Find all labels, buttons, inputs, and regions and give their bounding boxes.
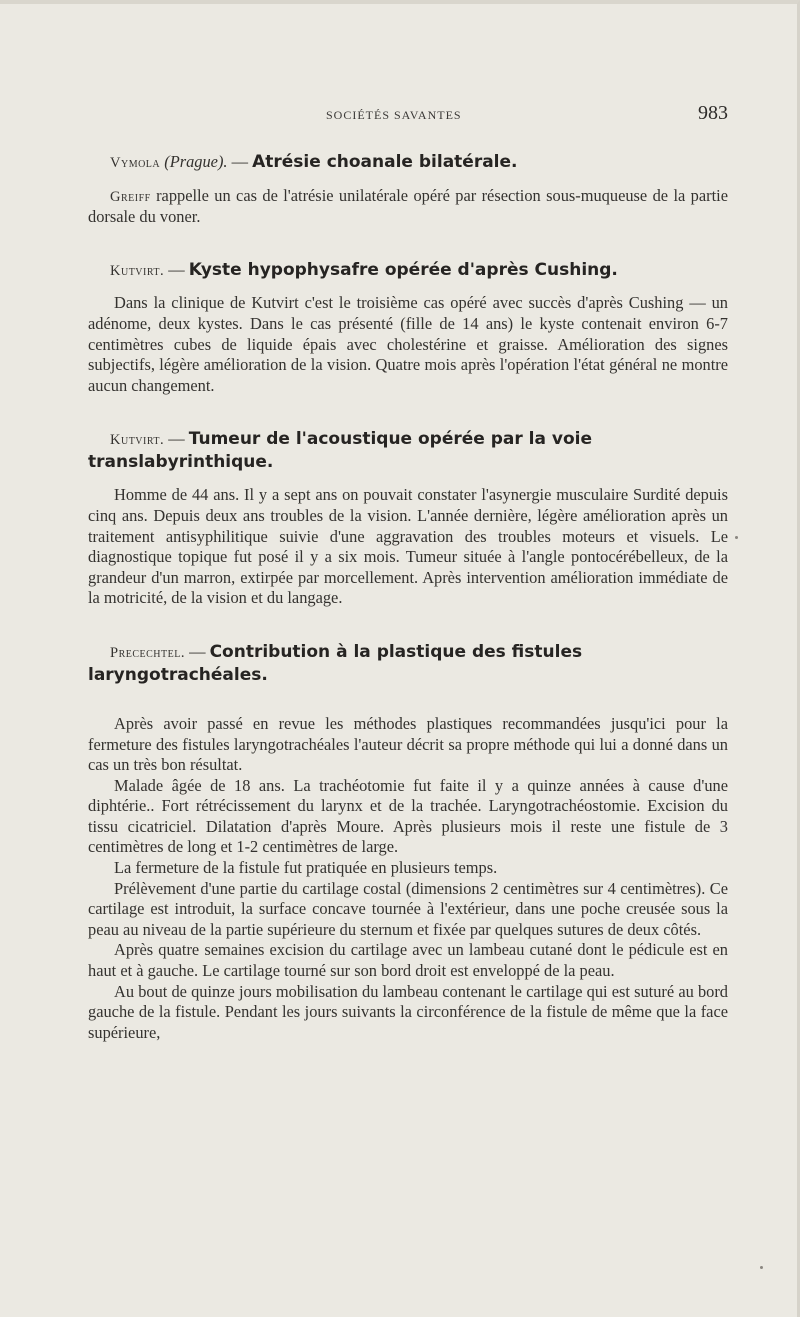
article-title: Tumeur de l'acoustique opérée par la voie translabyrinthique. [88,429,593,473]
paragraph-text: rappelle un cas de l'atrésie unilatérale opéré par résection sous-muqueuse de la partie dorsale du voner. [88,185,728,227]
article-heading [88,152,728,174]
author-name: Kutvirt. [110,432,165,449]
page-number: 983 [698,102,728,124]
article-title: Kyste hypophysafre opérée d'après Cushing. [188,259,618,280]
article-title: Contribution à la plastique des fistules laryngotrachéales. [88,641,583,685]
author-name: Kutvirt. [110,262,165,279]
page-body [88,152,728,1043]
author-city: (Prague). [164,152,228,171]
author-name: Vymola [110,155,161,171]
author-name: Precechtel. [110,644,185,661]
running-title: SOCIÉTÉS SAVANTES [326,108,462,122]
article-paragraph: Dans la clinique de Kutvirt c'est le troisième cas opéré avec succès d'après Cushing — un adénome, deux kystes. Dans le cas présenté (fille de 14 ans) le kyste contenait environ 6-7 centimètres cubes de liquide épais avec cholestérine et graisse. Amélioration des signes subjectifs, légère amélioration de la vision. Quatre mois après l'opération l'état général ne montre aucun changement. [88,293,728,395]
article-paragraph [88,186,728,228]
heading-dash: — [184,641,210,661]
article-paragraph: Malade âgée de 18 ans. La trachéotomie fut faite il y a quinze années à cause d'une diphtérie.. Fort rétrécissement du larynx et de la trachée. Laryngotrachéostomie. Excision du tissu cicatriciel. Dilatation d'après Moure. Après plusieurs mois il reste une fistule de 3 centimètres de long et 1-2 centimètres de large. [88,775,728,857]
article-kutvirt-tumeur [88,428,728,609]
heading-dash: — [164,429,189,449]
article-kutvirt-kyste [88,260,728,397]
page-header [88,102,728,126]
scan-speck [760,1266,763,1269]
article-title: Atrésie choanale bilatérale. [252,152,518,172]
article-paragraph: Au bout de quinze jours mobilisation du lambeau contenant le cartilage qui est suturé au bord gauche de la fistule. Pendant les jours suivants la circonférence de la fistule de même que la face supérieure, [88,981,728,1042]
article-paragraph: La fermeture de la fistule fut pratiquée en plusieurs temps. [114,858,498,878]
paragraph-lead-author: Greiff [110,188,151,205]
heading-dash: — [227,152,253,171]
article-paragraph: Homme de 44 ans. Il y a sept ans on pouvait constater l'asynergie musculaire Surdité depuis cinq ans. Depuis deux ans troubles de la vision. L'année dernière, légère amélioration après un traitement antisyphilitique suivie d'une aggravation des troubles moteurs et visuels. Le diagnostique topique fut posé il y a six mois. Tumeur située à l'angle pontocérébelleux, de la grandeur d'un marron, extirpée par morcellement. Après intervention amélioration immédiate de la motricité, de la vision et du langage. [88,485,728,608]
article-heading [88,641,728,686]
article-vymola [88,152,728,228]
article-heading [88,428,728,473]
heading-dash: — [164,259,189,279]
article-precechtel [88,641,728,1044]
article-paragraph: Après avoir passé en revue les méthodes plastiques recommandées jusqu'ici pour la fermeture des fistules laryngotrachéales l'auteur décrit sa propre méthode qui lui a donné dans un cas un très bon résultat. [88,713,728,775]
scan-speck [735,536,738,539]
article-paragraph: Après quatre semaines excision du cartilage avec un lambeau cutané dont le pédicule est en haut et à gauche. Le cartilage tourné sur son bord droit est enveloppé de la peau. [88,940,728,981]
article-heading [88,260,728,282]
article-paragraph: Prélèvement d'une partie du cartilage costal (dimensions 2 centimètres sur 4 centimètres). Ce cartilage est introduit, la surface concave tournée à l'extérieur, dans une poche creusée sous la peau au niveau de la partie supérieure du sternum et fixée par quelques sutures de deux côtés. [88,878,728,939]
